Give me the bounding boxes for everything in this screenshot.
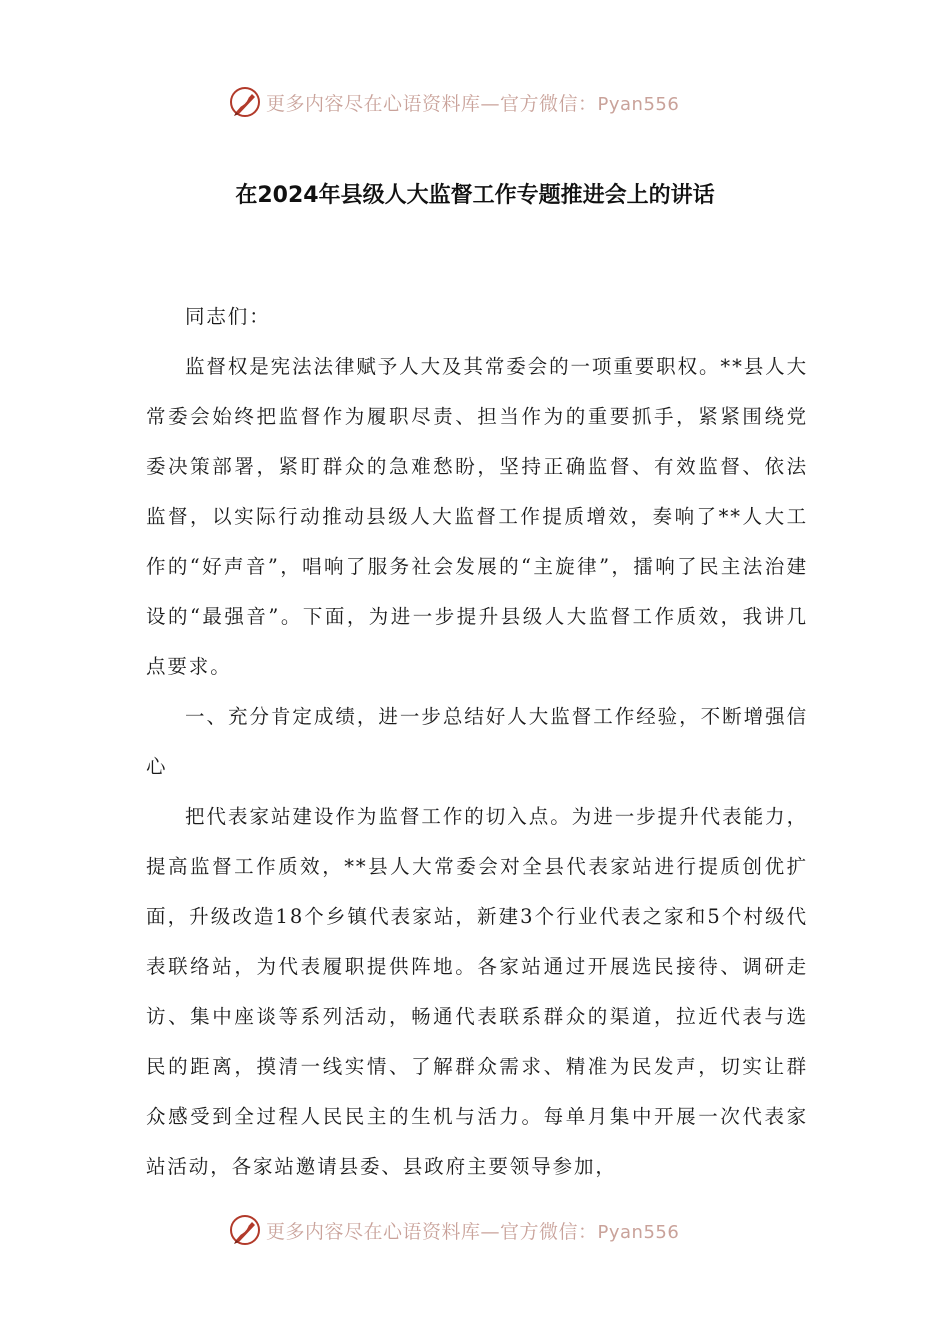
pen-logo-icon xyxy=(228,1213,262,1247)
wechat-id: Pyan556 xyxy=(597,93,680,115)
banner-text: 更多内容尽在心语资料库—官方微信：Pyan556 xyxy=(266,1220,680,1243)
footer-banner xyxy=(228,1210,679,1250)
paragraph-body: 把代表家站建设作为监督工作的切入点。为进一步提升代表能力，提高监督工作质效，**县人大常委会对全县代表家站进行提质创优扩面，升级改造18个乡镇代表家站，新建3个行业代表之家和5个村级代表联络站，为代表履职提供阵地。各家站通过开展选民接待、调研走访、集中座谈等系列活动，畅通代表联系群众的渠道，拉近代表与选民的距离，摸清一线实情、了解群众需求、精准为民发声，切实让群众感受到全过程人民民主的生机与活力。每单月集中开展一次代表家站活动，各家站邀请县委、县政府主要领导参加， xyxy=(146,805,808,1178)
wechat-id: Pyan556 xyxy=(597,1221,680,1243)
banner-text: 更多内容尽在心语资料库—官方微信：Pyan556 xyxy=(266,92,680,115)
page-title: 在2024年县级人大监督工作专题推进会上的讲话 xyxy=(235,183,715,208)
document-body xyxy=(146,292,808,1192)
pen-logo-icon xyxy=(228,85,262,119)
paragraph-intro: 监督权是宪法法律赋予人大及其常委会的一项重要职权。**县人大常委会始终把监督作为履职尽责、担当作为的重要抓手，紧紧围绕党委决策部署，紧盯群众的急难愁盼，坚持正确监督、有效监督、依法监督，以实际行动推动县级人大监督工作提质增效，奏响了**人大工作的“好声音”，唱响了服务社会发展的“主旋律”，擂响了民主法治建设的“最强音”。下面，为进一步提升县级人大监督工作质效，我讲几点要求。 xyxy=(146,355,808,678)
section-heading-1: 一、充分肯定成绩，进一步总结好人大监督工作经验，不断增强信心 xyxy=(146,705,808,778)
greeting: 同志们： xyxy=(185,305,271,328)
header-banner xyxy=(228,82,679,122)
